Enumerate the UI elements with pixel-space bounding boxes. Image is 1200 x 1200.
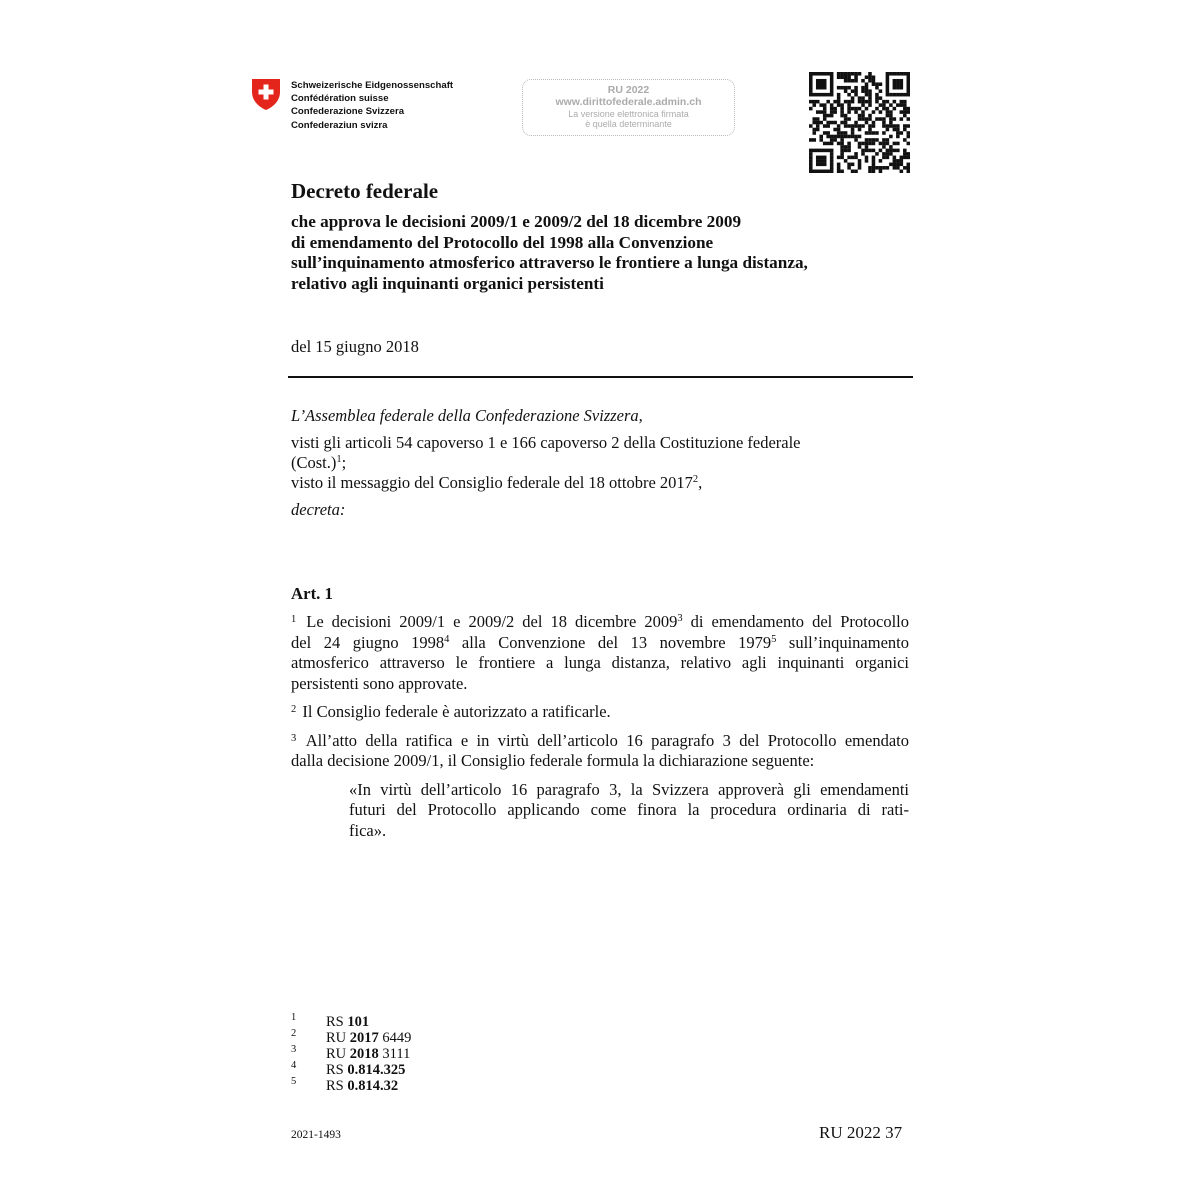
- title-divider: [288, 376, 913, 378]
- footnote-ref-2[interactable]: 2: [692, 474, 699, 485]
- quote-text: «In virtù dell’articolo 16 paragrafo 3, la Svizzera approverà gli emendamenti: [349, 779, 909, 799]
- article-paragraph-1: [291, 612, 909, 694]
- footnote-number: 2: [291, 1028, 297, 1039]
- preamble-punct: ;: [341, 453, 347, 472]
- preamble-decree: decreta:: [291, 500, 346, 519]
- article-paragraph-2: [291, 702, 909, 723]
- subtitle-line: relativo agli inquinanti organici persistenti: [291, 273, 604, 293]
- authority-line-it: Confederazione Svizzera: [291, 106, 405, 118]
- footnote-item: [291, 1078, 411, 1094]
- paragraph-text: persistenti sono approvate.: [291, 673, 468, 693]
- paragraph-text: Il Consiglio federale è autorizzato a ratificarle.: [302, 702, 611, 721]
- subtitle-line: che approva le decisioni 2009/1 e 2009/2 del 18 dicembre 2009: [291, 212, 742, 231]
- paragraph-number: 3: [291, 732, 297, 744]
- paragraph-text: alla Convenzione del 13 novembre 1979: [449, 632, 772, 652]
- footnote-ref-5[interactable]: 5: [771, 633, 777, 645]
- stamp-url[interactable]: www.dirittofederale.admin.ch: [555, 96, 702, 108]
- document-reference: 2021-1493: [291, 1129, 341, 1141]
- quote-text: futuri del Protocollo applicando come finora la procedura ordinaria di rati-: [349, 800, 909, 819]
- preamble-authority: L’Assemblea federale della Confederazione Svizzera,: [291, 406, 643, 425]
- authority-lines: [291, 79, 453, 132]
- footnotes: [291, 1014, 411, 1094]
- footnote-ref-3[interactable]: 3: [677, 613, 683, 624]
- stamp-note-1: La versione elettronica firmata: [568, 109, 689, 119]
- footnote-ref-4[interactable]: 4: [444, 633, 450, 645]
- paragraph-number: 1: [291, 614, 297, 625]
- paragraph-text: del 24 giugno 1998: [291, 632, 445, 652]
- stamp-collection: RU 2022: [607, 84, 650, 96]
- authority-line-fr: Confédération suisse: [291, 93, 389, 105]
- preamble-line: visto il messaggio del Consiglio federale del 18 ottobre 2017: [291, 473, 693, 492]
- document-date: del 15 giugno 2018: [291, 337, 419, 356]
- article-title: Art. 1: [291, 584, 333, 603]
- paragraph-number: 2: [291, 704, 297, 715]
- page-reference: RU 2022 37: [819, 1123, 903, 1142]
- footnote-text[interactable]: RS 0.814.325: [326, 1062, 406, 1078]
- preamble-legal-basis: [291, 433, 911, 493]
- swiss-emblem-icon: [251, 78, 281, 111]
- authority-line-de: Schweizerische Eidgenossenschaft: [291, 80, 454, 91]
- footnote-text[interactable]: RS 0.814.32: [326, 1078, 399, 1094]
- quote-text: fica».: [349, 820, 387, 840]
- subtitle-line: di emendamento del Protocollo del 1998 alla Convenzione: [291, 232, 714, 252]
- footnote-ref-1[interactable]: 1: [336, 454, 342, 465]
- paragraph-text: sull’inquinamento: [776, 632, 909, 652]
- footnote-number: 1: [291, 1012, 297, 1023]
- stamp-note-2: è quella determinante: [585, 119, 672, 129]
- preamble-line: (Cost.): [291, 453, 337, 472]
- authority-line-rm: Confederaziun svizra: [291, 119, 388, 131]
- preamble: [291, 406, 911, 520]
- article-body: [291, 612, 909, 849]
- qr-code-icon: [809, 72, 910, 173]
- paragraph-text: All’atto della ratifica e in virtù dell’articolo 16 paragrafo 3 del Protocollo emendato: [305, 730, 909, 750]
- preamble-punct: ,: [698, 473, 703, 492]
- paragraph-text: dalla decisione 2009/1, il Consiglio federale formula la dichiarazione seguente:: [291, 751, 815, 770]
- preamble-line: visti gli articoli 54 capoverso 1 e 166 capoverso 2 della Costituzione federale: [291, 433, 801, 452]
- document-subtitle: [291, 212, 931, 294]
- paragraph-text: atmosferico attraverso le frontiere a lunga distanza, relativo agli inquinanti organici: [291, 653, 909, 672]
- document-title: Decreto federale: [291, 179, 439, 203]
- paragraph-text: Le decisioni 2009/1 e 2009/2 del 18 dicembre 2009: [306, 612, 678, 631]
- footnote-number: 3: [291, 1044, 297, 1055]
- declaration-quote: [349, 780, 909, 842]
- paragraph-text: di emendamento del Protocollo: [682, 612, 909, 631]
- footnote-text[interactable]: RU 2018 3111: [326, 1046, 411, 1062]
- footnote-text[interactable]: RS 101: [326, 1014, 370, 1030]
- publication-stamp: [522, 79, 735, 136]
- footnote-number: 5: [291, 1076, 297, 1087]
- article-paragraph-3: [291, 731, 909, 772]
- footnote-number: 4: [291, 1060, 297, 1071]
- footnote-text[interactable]: RU 2017 6449: [326, 1030, 412, 1046]
- subtitle-line: sull’inquinamento atmosferico attraverso le frontiere a lunga distanza,: [291, 253, 808, 272]
